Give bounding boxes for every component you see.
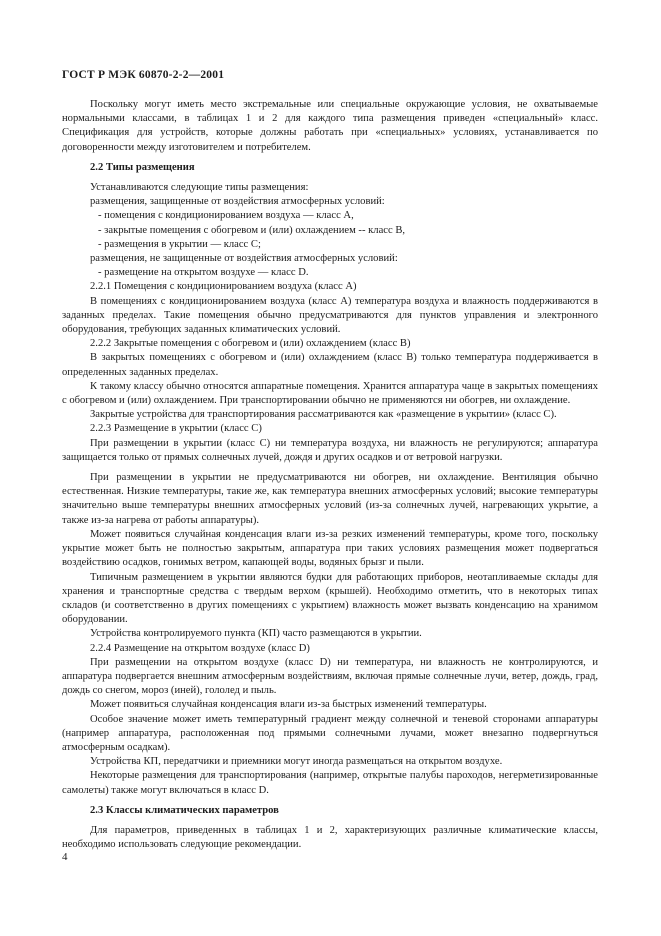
- subsection-heading-2-2-3: 2.2.3 Размещение в укрытии (класс C): [90, 423, 262, 435]
- subsection-heading-2-2-2: 2.2.2 Закрытые помещения с обогревом и (или) охлаждением (класс B): [90, 338, 411, 350]
- paragraph: При размещении на открытом воздухе (класс D) ни температура, ни влажность не контролируются, и аппаратура подвергается внешним атмосферным воздействиям, включая прямые солнечные лучи, ветер, дождь, град, дождь со снегом, мороз (иней), гололед и пыль.: [62, 656, 598, 697]
- paragraph: Типичным размещением в укрытии являются будки для работающих приборов, неотапливаемые склады для хранения и транспортные средства с твердым верхом (крышей). Необходимо отметить, что в некоторых типах складов (и соответственно в других помещениях с укрытием) влажность может вызвать конденсацию на хранимом оборудовании.: [62, 571, 598, 626]
- list-item: - размещение на открытом воздухе — класс D.: [98, 267, 309, 279]
- paragraph-intro: Поскольку могут иметь место экстремальные или специальные окружающие условия, не охватываемые нормальными классами, в таблицах 1 и 2 для каждого типа размещения приведен «специальный» класс. Спецификация для устройств, которые должны работать при «специальных» условиях, устанавливается по договоренности между изготовителем и потребителем.: [62, 99, 598, 153]
- paragraph: Устройства контролируемого пункта (КП) часто размещаются в укрытии.: [90, 628, 422, 640]
- list-item: - помещения с кондиционированием воздуха — класс A,: [98, 210, 354, 222]
- page-header: ГОСТ Р МЭК 60870-2-2—2001: [62, 69, 225, 81]
- paragraph: размещения, не защищенные от воздействия атмосферных условий:: [90, 253, 398, 265]
- subsection-heading-2-2-1: 2.2.1 Помещения с кондиционированием воздуха (класс A): [90, 281, 357, 293]
- paragraph: Некоторые размещения для транспортирования (например, открытые палубы пароходов, негерметизированные самолеты) также могут включаться в класс D.: [62, 770, 598, 796]
- paragraph: В закрытых помещениях с обогревом и (или) охлаждением (класс B) только температура поддерживается в определенных заданных пределах.: [62, 352, 598, 378]
- paragraph: В помещениях с кондиционированием воздуха (класс A) температура воздуха и влажность поддерживаются в заданных пределах. Такие помещения обычно предусматриваются для пунктов управления и электронного оборудования, требующих заданных климатических условий.: [62, 295, 598, 336]
- paragraph: При размещении в укрытии не предусматриваются ни обогрев, ни охлаждение. Вентиляция обычно естественная. Низкие температуры, такие же, как температура внешних атмосферных условий; высокие температуры значительно выше температуры внешних атмосферных условий (из-за солнечных лучей, нагревающих укрытие, а также из-за нагрева от работы аппаратуры).: [62, 472, 598, 526]
- paragraph: Устанавливаются следующие типы размещения:: [90, 182, 309, 194]
- section-heading-2-3: 2.3 Классы климатических параметров: [90, 804, 279, 816]
- list-item: - закрытые помещения с обогревом и (или) охлаждением -- класс B,: [98, 224, 406, 236]
- paragraph: Устройства КП, передатчики и приемники могут иногда размещаться на открытом воздухе.: [90, 756, 503, 768]
- section-heading-2-2: 2.2 Типы размещения: [90, 161, 195, 173]
- paragraph: Может появиться случайная конденсация влаги из-за резких изменений температуры, кроме того, поскольку укрытие может быть не полностью закрытым, аппаратура при таких условиях размещения может подвергаться воздействию осадков, гонимых ветром, капающей воды, водяных брызг и пыли.: [62, 528, 598, 569]
- paragraph: размещения, защищенные от воздействия атмосферных условий:: [90, 196, 385, 208]
- paragraph: Может появиться случайная конденсация влаги из-за быстрых изменений температуры.: [90, 699, 487, 711]
- list-item: - размещения в укрытии — класс C;: [98, 238, 261, 250]
- page-number: 4: [62, 851, 68, 863]
- paragraph: При размещении в укрытии (класс C) ни температура воздуха, ни влажность не регулируются; аппаратура защищается только от прямых солнечных лучей, дождя и других осадков и от ветровой нагрузки.: [62, 437, 598, 463]
- paragraph: Для параметров, приведенных в таблицах 1 и 2, характеризующих различные климатические классы, необходимо использовать следующие рекомендации.: [62, 824, 598, 851]
- subsection-heading-2-2-4: 2.2.4 Размещение на открытом воздухе (класс D): [90, 642, 310, 654]
- paragraph: К такому классу обычно относятся аппаратные помещения. Хранится аппаратура чаще в закрытых помещениях с обогревом и (или) охлаждением. При транспортировании обычно не применяются ни обогрев, ни охлаждение.: [62, 380, 598, 407]
- paragraph: Закрытые устройства для транспортирования рассматриваются как «размещение в укрытии» (класс C).: [90, 409, 557, 421]
- document-body: [62, 98, 598, 852]
- paragraph: Особое значение может иметь температурный градиент между солнечной и теневой сторонами аппаратуры (например аппаратура, расположенная под прямыми солнечными лучами, может внезапно подвергнуться атмосферным осадкам).: [62, 713, 598, 753]
